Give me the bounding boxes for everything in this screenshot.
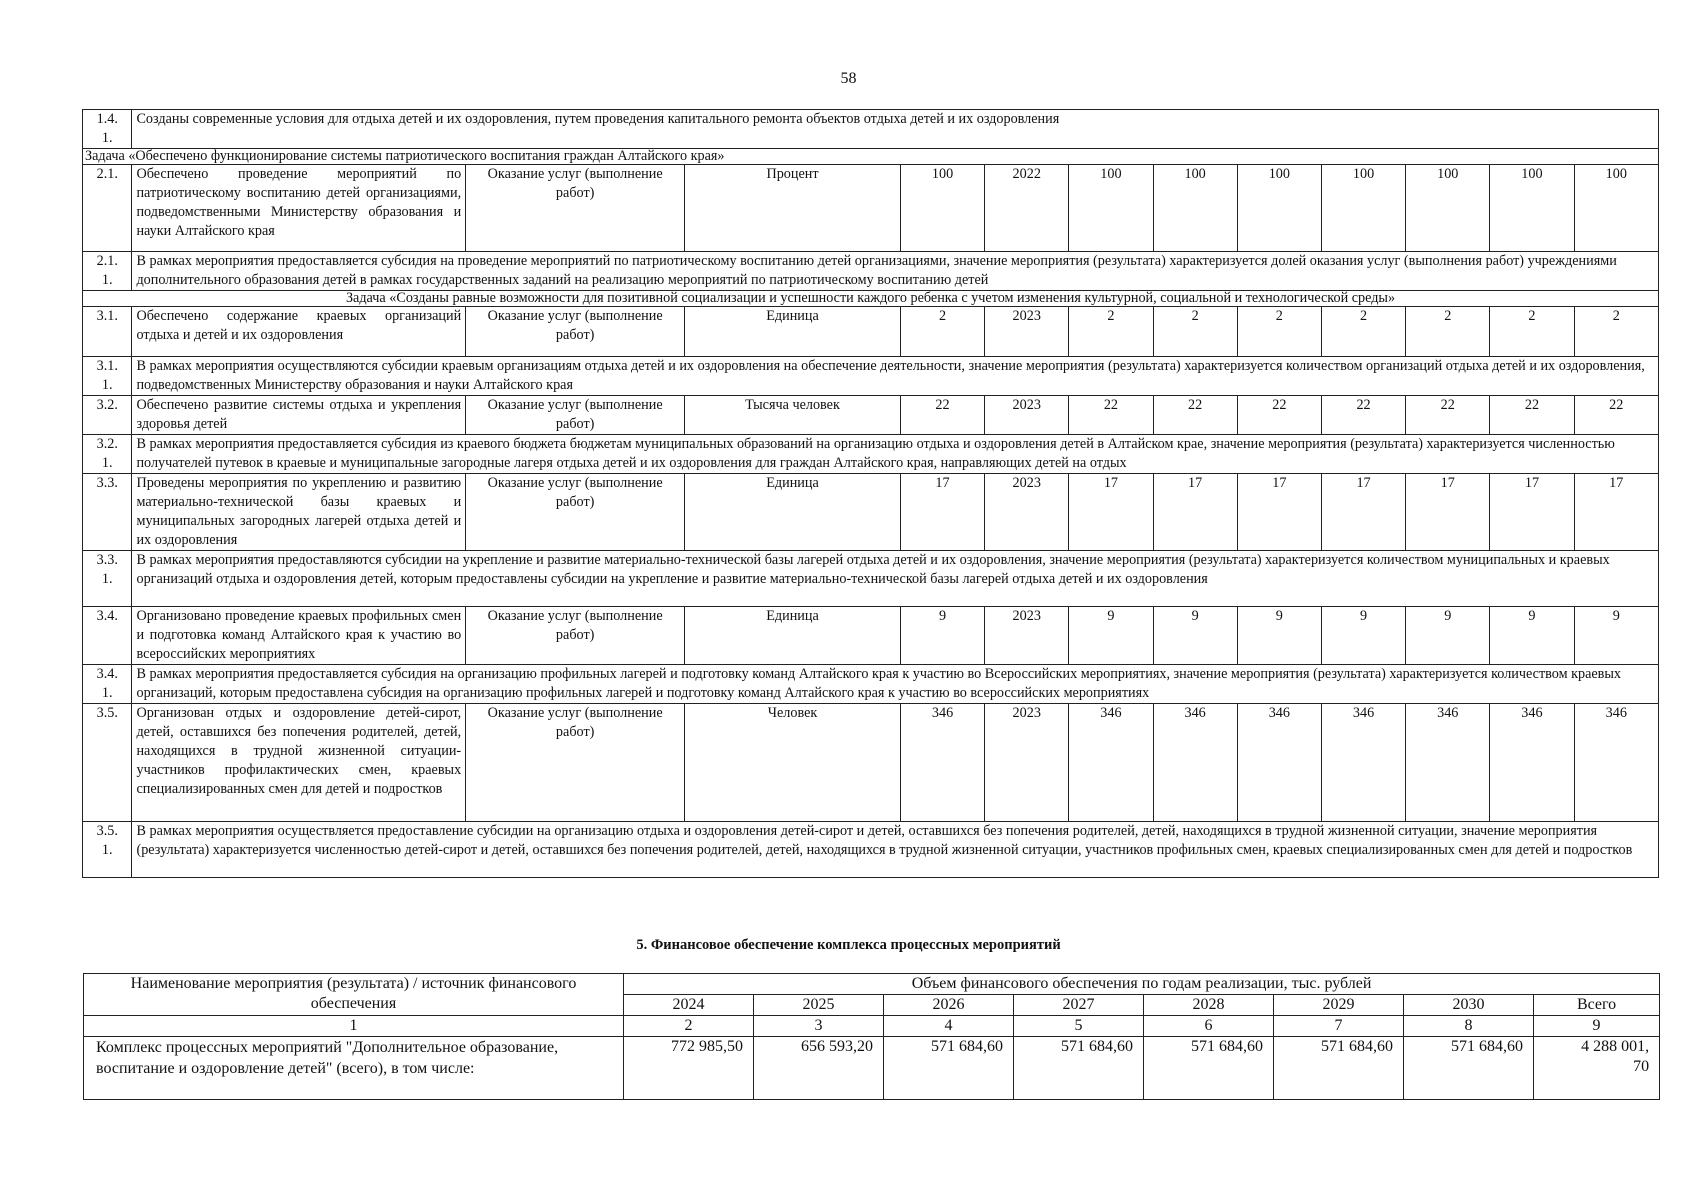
base-value: 17: [900, 474, 984, 551]
row-number: 3.1. 1.: [83, 357, 132, 396]
description-text: В рамках мероприятия предоставляется субсидия на организацию профильных лагерей и подготовку команд Алтайского края к участию во Всероссийских мероприятиях, значение мероприятия (результата) характеризуется количеством краевых организаций, которым предоставлена субсидия на организацию профильных лагерей и подготовку команд Алтайского края к участию во всероссийских мероприятиях: [132, 665, 1659, 704]
financing-activity-name: Комплекс процессных мероприятий "Дополнительное образование, воспитание и оздоровление детей" (всего), в том числе:: [84, 1037, 624, 1100]
row-number: 3.5. 1.: [83, 822, 132, 878]
description-row: [83, 665, 1659, 704]
description-text: В рамках мероприятия осуществляются субсидии краевым организациям отдыха детей и их оздоровления на обеспечение деятельности, значение мероприятия (результата) характеризуется количеством организаций отдыха детей и их оздоровления, подведомственных Министерству образования и науки Алтайского края: [132, 357, 1659, 396]
base-value: 346: [900, 704, 984, 822]
page-number: 58: [840, 70, 857, 87]
year-value: 9: [1490, 607, 1574, 665]
year-value: 17: [1406, 474, 1490, 551]
base-value: 22: [900, 396, 984, 435]
year-value: 9: [1153, 607, 1237, 665]
column-number: 6: [1144, 1016, 1274, 1037]
description-row: [83, 110, 1659, 149]
year-value: 100: [1153, 165, 1237, 252]
year-value: 2: [1321, 307, 1405, 357]
activity-row: [83, 307, 1659, 357]
activity-row: [83, 704, 1659, 822]
financing-row: [84, 1037, 1660, 1100]
year-value: 22: [1574, 396, 1658, 435]
activity-row: [83, 396, 1659, 435]
activity-type: Оказание услуг (выполнение работ): [466, 165, 685, 252]
header-year: Всего: [1534, 995, 1660, 1016]
financing-value: 4 288 001, 70: [1534, 1037, 1660, 1100]
header-year: 2029: [1274, 995, 1404, 1016]
row-number: 2.1. 1.: [83, 252, 132, 291]
activity-type: Оказание услуг (выполнение работ): [466, 396, 685, 435]
activity-name: Обеспечено содержание краевых организаций отдыха и детей и их оздоровления: [132, 307, 466, 357]
year-value: 22: [1321, 396, 1405, 435]
financing-value: 571 684,60: [1014, 1037, 1144, 1100]
financing-value: 571 684,60: [1144, 1037, 1274, 1100]
description-text: В рамках мероприятия предоставляется субсидия из краевого бюджета бюджетам муниципальных образований на организацию отдыха и оздоровления детей в Алтайском крае, значение мероприятия (результата) характеризуется численностью получателей путевок в краевые и муниципальные загородные лагеря отдыха детей и их оздоровления для граждан Алтайского края, направляющих детей на отдых: [132, 435, 1659, 474]
description-text: Созданы современные условия для отдыха детей и их оздоровления, путем проведения капитального ремонта объектов отдыха детей и их оздоровления: [132, 110, 1659, 149]
column-number: 3: [754, 1016, 884, 1037]
description-row: [83, 822, 1659, 878]
task-row: [83, 291, 1659, 307]
header-year: 2027: [1014, 995, 1144, 1016]
year-value: 22: [1069, 396, 1153, 435]
year-value: 2: [1490, 307, 1574, 357]
column-number: 7: [1274, 1016, 1404, 1037]
financing-value: 656 593,20: [754, 1037, 884, 1100]
year-value: 346: [1321, 704, 1405, 822]
header-year: 2026: [884, 995, 1014, 1016]
row-number: 3.3. 1.: [83, 551, 132, 607]
year-value: 17: [1237, 474, 1321, 551]
year-value: 22: [1490, 396, 1574, 435]
description-row: [83, 357, 1659, 396]
header-activity-name: Наименование мероприятия (результата) / источник финансового обеспечения: [84, 974, 624, 1016]
description-row: [83, 551, 1659, 607]
description-row: [83, 252, 1659, 291]
year-value: 100: [1490, 165, 1574, 252]
financing-table: [83, 973, 1660, 1100]
activity-name: Обеспечено проведение мероприятий по патриотическому воспитанию детей организациями, подведомственными Министерству образования и науки Алтайского края: [132, 165, 466, 252]
base-year: 2023: [985, 607, 1069, 665]
year-value: 9: [1069, 607, 1153, 665]
row-number: 2.1.: [83, 165, 132, 252]
row-number: 3.5.: [83, 704, 132, 822]
unit-of-measure: Человек: [685, 704, 901, 822]
year-value: 100: [1574, 165, 1658, 252]
year-value: 346: [1153, 704, 1237, 822]
year-value: 2: [1153, 307, 1237, 357]
description-text: В рамках мероприятия предоставляются субсидии на укрепление и развитие материально-технической базы лагерей отдыха детей и их оздоровления, значение мероприятия (результата) характеризуется количеством муниципальных и краевых организаций отдыха и оздоровления детей, которым предоставлены субсидии на укрепление и развитие материально-технической базы лагерей отдыха детей и их оздоровления: [132, 551, 1659, 607]
activity-name: Организован отдых и оздоровление детей-сирот, детей, оставшихся без попечения родителей, детей, находящихся в трудной жизненной ситуации-участников профилактических смен, краевых специализированных смен для детей и подростков: [132, 704, 466, 822]
task-title: Задача «Обеспечено функционирование системы патриотического воспитания граждан Алтайского края»: [83, 149, 1659, 165]
base-year: 2023: [985, 474, 1069, 551]
activity-type: Оказание услуг (выполнение работ): [466, 474, 685, 551]
row-number: 3.1.: [83, 307, 132, 357]
financing-value: 772 985,50: [624, 1037, 754, 1100]
year-value: 346: [1490, 704, 1574, 822]
year-value: 9: [1237, 607, 1321, 665]
header-year: 2025: [754, 995, 884, 1016]
section-title: 5. Финансовое обеспечение комплекса процессных мероприятий: [636, 937, 1061, 953]
year-value: 17: [1574, 474, 1658, 551]
base-year: 2023: [985, 704, 1069, 822]
year-value: 2: [1237, 307, 1321, 357]
header-year: 2024: [624, 995, 754, 1016]
year-value: 346: [1574, 704, 1658, 822]
year-value: 100: [1406, 165, 1490, 252]
year-value: 17: [1490, 474, 1574, 551]
header-year: 2030: [1404, 995, 1534, 1016]
task-title: Задача «Созданы равные возможности для позитивной социализации и успешности каждого ребенка с учетом изменения культурной, социальной и технологической среды»: [83, 291, 1659, 307]
year-value: 22: [1237, 396, 1321, 435]
activity-name: Проведены мероприятия по укреплению и развитию материально-технической базы краевых и муниципальных загородных лагерей отдыха детей и их оздоровления: [132, 474, 466, 551]
year-value: 100: [1069, 165, 1153, 252]
row-number: 3.3.: [83, 474, 132, 551]
base-value: 9: [900, 607, 984, 665]
column-number: 9: [1534, 1016, 1660, 1037]
column-number: 8: [1404, 1016, 1534, 1037]
year-value: 22: [1153, 396, 1237, 435]
header-financing-group: Объем финансового обеспечения по годам реализации, тыс. рублей: [624, 974, 1660, 995]
activity-name: Обеспечено развитие системы отдыха и укрепления здоровья детей: [132, 396, 466, 435]
year-value: 100: [1321, 165, 1405, 252]
row-number: 3.4. 1.: [83, 665, 132, 704]
unit-of-measure: Единица: [685, 474, 901, 551]
header-year: 2028: [1144, 995, 1274, 1016]
year-value: 346: [1069, 704, 1153, 822]
year-value: 17: [1153, 474, 1237, 551]
base-year: 2022: [985, 165, 1069, 252]
row-number: 1.4. 1.: [83, 110, 132, 149]
unit-of-measure: Единица: [685, 607, 901, 665]
year-value: 17: [1321, 474, 1405, 551]
description-row: [83, 435, 1659, 474]
base-value: 100: [900, 165, 984, 252]
row-number: 3.2.: [83, 396, 132, 435]
year-value: 9: [1406, 607, 1490, 665]
year-value: 9: [1574, 607, 1658, 665]
year-value: 2: [1069, 307, 1153, 357]
row-number: 3.4.: [83, 607, 132, 665]
year-value: 100: [1237, 165, 1321, 252]
column-number: 4: [884, 1016, 1014, 1037]
activity-row: [83, 474, 1659, 551]
activity-type: Оказание услуг (выполнение работ): [466, 607, 685, 665]
year-value: 346: [1406, 704, 1490, 822]
description-text: В рамках мероприятия предоставляется субсидия на проведение мероприятий по патриотическому воспитанию детей организациями, значение мероприятия (результата) характеризуется долей оказания услуг (выполнения работ) учреждениями дополнительного образования детей в рамках государственных заданий на реализацию мероприятий по патриотическому воспитанию детей: [132, 252, 1659, 291]
activities-table: [82, 109, 1659, 878]
row-number: 3.2. 1.: [83, 435, 132, 474]
financing-value: 571 684,60: [1404, 1037, 1534, 1100]
activity-type: Оказание услуг (выполнение работ): [466, 307, 685, 357]
activity-row: [83, 607, 1659, 665]
unit-of-measure: Тысяча человек: [685, 396, 901, 435]
base-value: 2: [900, 307, 984, 357]
activity-name: Организовано проведение краевых профильных смен и подготовка команд Алтайского края к участию во всероссийских мероприятиях: [132, 607, 466, 665]
column-number: 1: [84, 1016, 624, 1037]
base-year: 2023: [985, 396, 1069, 435]
column-number: 2: [624, 1016, 754, 1037]
activity-row: [83, 165, 1659, 252]
year-value: 9: [1321, 607, 1405, 665]
task-row: [83, 149, 1659, 165]
unit-of-measure: Единица: [685, 307, 901, 357]
year-value: 17: [1069, 474, 1153, 551]
financing-value: 571 684,60: [884, 1037, 1014, 1100]
year-value: 2: [1574, 307, 1658, 357]
activity-type: Оказание услуг (выполнение работ): [466, 704, 685, 822]
description-text: В рамках мероприятия осуществляется предоставление субсидии на организацию отдыха и оздоровления детей-сирот и детей, оставшихся без попечения родителей, детей, находящихся в трудной жизненной ситуации, значение мероприятия (результата) характеризуется численностью детей-сирот и детей, оставшихся без попечения родителей, детей, находящихся в трудной жизненной ситуации, участников профильных смен, краевых специализированных смен для детей и подростков: [132, 822, 1659, 878]
financing-value: 571 684,60: [1274, 1037, 1404, 1100]
unit-of-measure: Процент: [685, 165, 901, 252]
year-value: 22: [1406, 396, 1490, 435]
year-value: 346: [1237, 704, 1321, 822]
base-year: 2023: [985, 307, 1069, 357]
year-value: 2: [1406, 307, 1490, 357]
column-number: 5: [1014, 1016, 1144, 1037]
